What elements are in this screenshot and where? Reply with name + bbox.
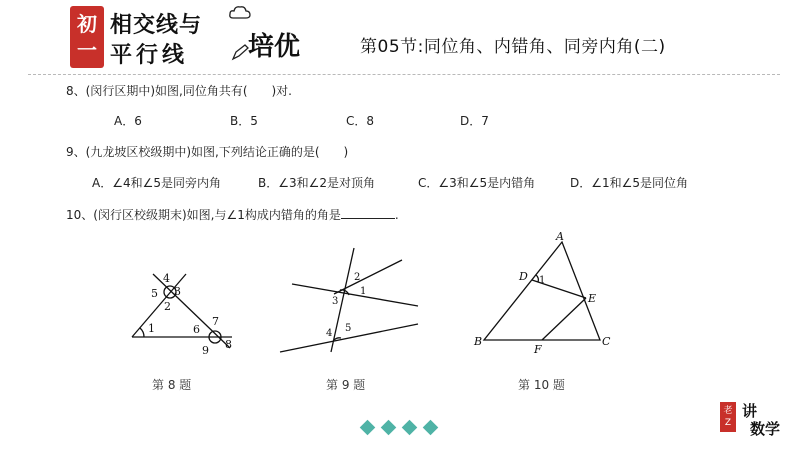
question-8-stem: 8、(闵行区期中)如图,同位角共有( )对.	[66, 84, 292, 98]
header-divider	[28, 74, 780, 75]
figure-10	[470, 228, 620, 356]
figure-8	[120, 262, 250, 362]
fig8-angle-arc	[140, 328, 144, 337]
fig10-label: B	[474, 335, 483, 348]
fig8-label: 8	[225, 338, 232, 351]
fig8-label: 7	[212, 315, 219, 328]
figure-8-caption: 第 8 题	[152, 378, 192, 392]
logo-text-1: 讲	[742, 402, 758, 420]
fig10-label: D	[519, 270, 528, 283]
figure-10-caption: 第 10 题	[518, 378, 565, 392]
fig8-label: 1	[148, 322, 155, 335]
badge-bottom-text: 一	[77, 38, 97, 62]
fig8-label: 5	[151, 287, 158, 300]
brand-line-2: 平行线	[110, 42, 189, 68]
q8-option-a: A．6	[114, 114, 142, 128]
fig8-left-line	[132, 274, 186, 337]
fig8-label: 4	[163, 272, 170, 285]
logo-seal-bottom: Z	[724, 418, 732, 428]
figure-9-caption: 第 9 题	[326, 378, 366, 392]
fig10-segment-ef	[542, 298, 586, 340]
logo-text-2: 数学	[750, 420, 781, 438]
fig8-label: 9	[202, 344, 209, 357]
logo-seal-top: 老	[723, 406, 733, 416]
fig10-label: F	[534, 343, 542, 356]
question-9-stem: 9、(九龙坡区校级期中)如图,下列结论正确的是( )	[66, 145, 349, 159]
q8-option-c: C．8	[346, 114, 375, 128]
header-banner	[0, 0, 800, 72]
fig9-label: 1	[360, 286, 367, 297]
cloud-icon	[228, 4, 252, 22]
fig10-label: 1	[539, 275, 546, 286]
pagination-dot[interactable]	[360, 420, 376, 436]
logo-seal	[720, 402, 736, 432]
fig8-label: 6	[193, 323, 200, 336]
fig9-label: 5	[345, 323, 352, 334]
fig8-label: 2	[164, 300, 171, 313]
brand-peiyou: 培优	[248, 32, 301, 62]
question-10-stem: 10、(闵行区校级期末)如图,与∠1构成内错角的角是	[66, 208, 341, 222]
pagination-dot[interactable]	[402, 420, 418, 436]
fig9-label: 3	[332, 296, 339, 307]
pagination-dot[interactable]	[381, 420, 397, 436]
fig9-line-mid	[334, 260, 402, 294]
figure-9	[278, 240, 426, 362]
fig10-label: E	[588, 292, 597, 305]
fig8-label: 3	[174, 285, 181, 298]
fig9-label: 2	[354, 272, 361, 283]
brand-logo	[720, 398, 790, 438]
section-title: 第05节:同位角、内错角、同旁内角(二)	[360, 37, 666, 57]
q9-option-a: A．∠4和∠5是同旁内角	[92, 176, 221, 190]
fig9-line-top	[292, 284, 418, 306]
q9-option-b: B．∠3和∠2是对顶角	[258, 176, 376, 190]
fig10-label: C	[602, 335, 611, 348]
q8-option-b: B．5	[230, 114, 258, 128]
fig10-triangle	[484, 242, 600, 340]
pagination-dot[interactable]	[423, 420, 439, 436]
q9-option-c: C．∠3和∠5是内错角	[418, 176, 536, 190]
slide-pagination	[362, 422, 436, 433]
answer-blank	[341, 207, 395, 219]
question-10: 10、(闵行区校级期末)如图,与∠1构成内错角的角是 .	[66, 208, 399, 222]
fig9-label: 4	[326, 328, 333, 339]
brand-line-1: 相交线与	[110, 12, 203, 38]
q9-option-d: D．∠1和∠5是同位角	[570, 176, 689, 190]
fig10-label: A	[556, 230, 564, 243]
pencil-icon	[230, 42, 250, 62]
q8-option-d: D．7	[460, 114, 489, 128]
badge-top-text: 初	[77, 12, 97, 36]
grade-badge	[70, 6, 104, 68]
